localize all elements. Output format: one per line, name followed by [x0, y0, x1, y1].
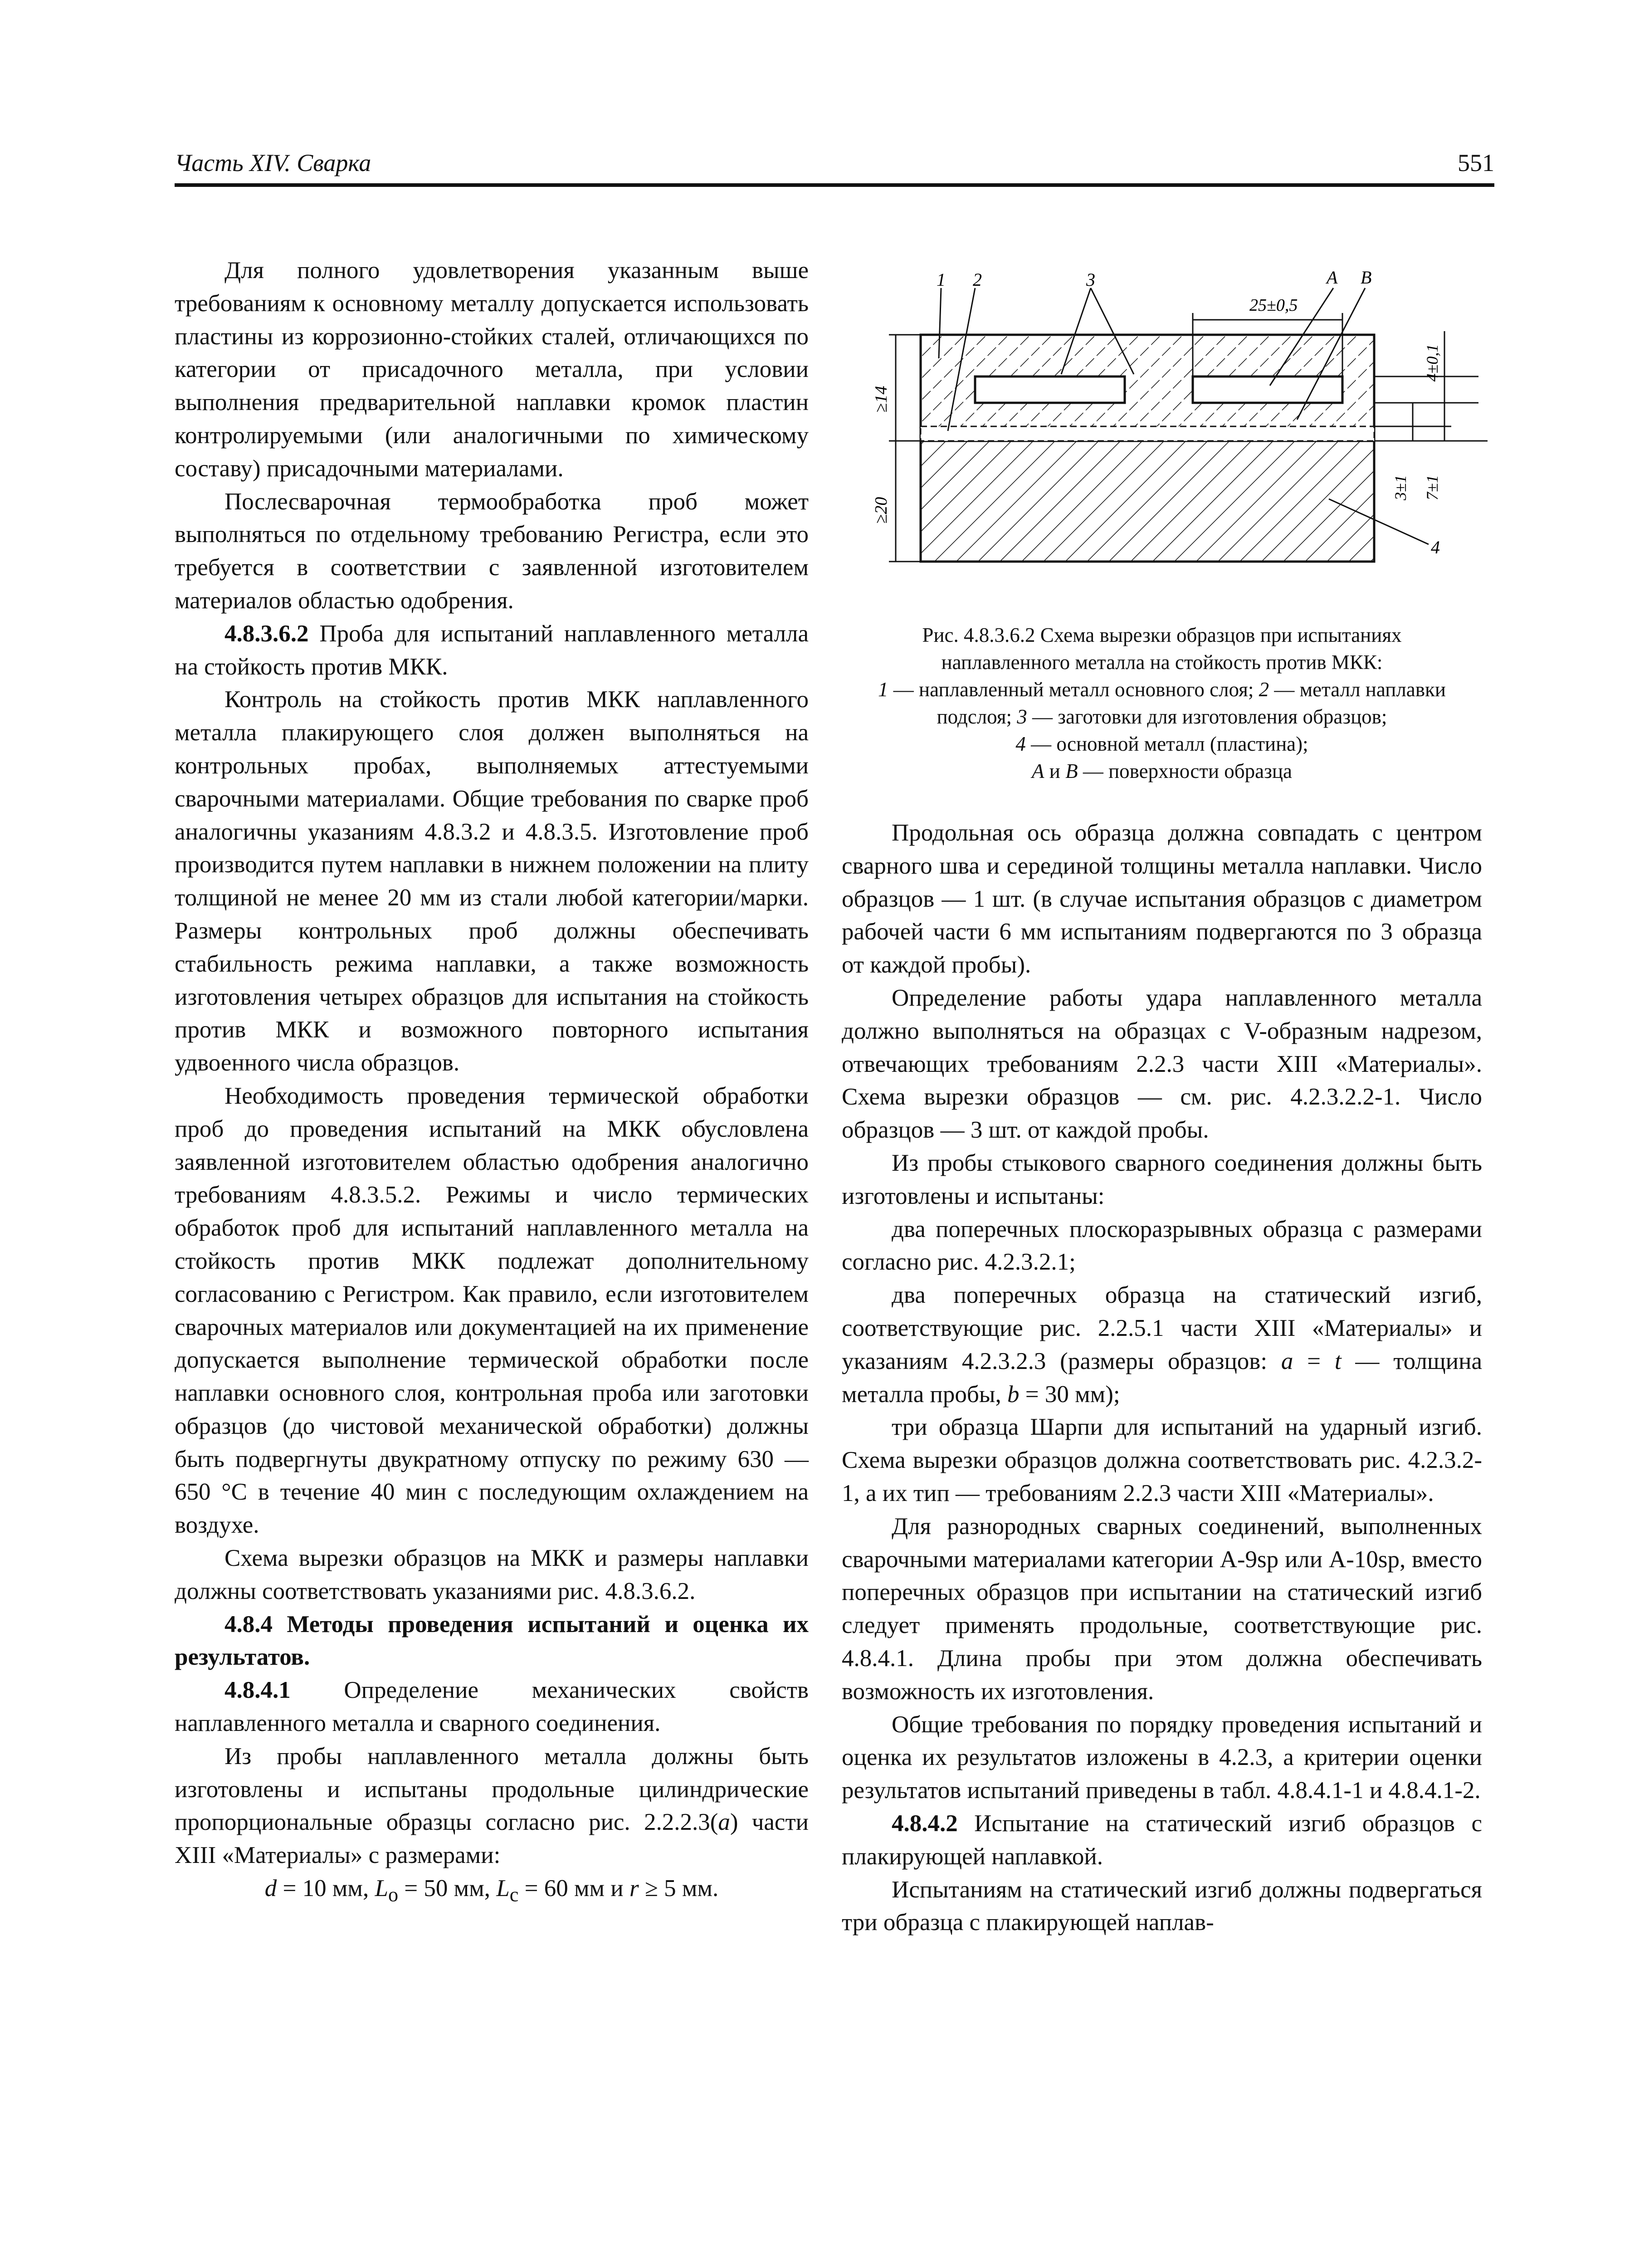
page-number: 551: [1458, 149, 1494, 176]
section-title: Часть XIV. Сварка: [175, 149, 371, 176]
paragraph: Контроль на стойкость против МКК наплавленного металла плакирующего слоя должен выполняться на контрольных пробах, выполняемых аттестуемыми сварочными материалами. Общие требования по сварке проб аналогичны указаниям 4.8.3.2 и 4.8.3.5. Изготовление проб производится путем наплавки в нижнем положении на плиту толщиной не менее 20 мм из стали любой категории/марки. Размеры контрольных проб должны обеспечивать стабильность режима наплавки, а также возможность изготовления четырех образцов для испытания на стойкость против МКК и возможного повторного испытания удвоенного числа образцов.: [175, 686, 809, 1076]
paragraph: три образца Шарпи для испытаний на ударный изгиб. Схема вырезки образцов должна соответствовать рис. 4.2.3.2-1, а их тип — требованиям 2.2.3 части XIII «Материалы».: [842, 1414, 1482, 1506]
clause-number: 4.8.4.1: [224, 1677, 291, 1704]
dim-7-label: 7±1: [1423, 475, 1441, 500]
figure-caption: Рис. 4.8.3.6.2 Схема вырезки образцов при испытаниях наплавленного металла на стойкость против МКК: 1 — наплавленный металл основного слоя; 2 — металл наплавки подслоя; 3 — заготовки для изготовления образцов; 4 — основной металл (пластина); A и B — поверхности образца: [878, 624, 1446, 782]
label-2: 2: [973, 269, 982, 290]
paragraph: 4.8.4.1 Определение механических свойств наплавленного металла и сварного соединения.: [175, 1677, 809, 1737]
specimen-blank: [1193, 376, 1342, 403]
paragraph: Для полного удовлетворения указанным выше требованиям к основному металлу допускается использовать пластины из коррозионно-стойких сталей, отличающихся по категории от присадочного металла, при условии выполнения предварительной наплавки кромок пластин контролируемыми (или аналогичными по химическому составу) присадочными материалами.: [175, 257, 809, 482]
paragraph: Определение работы удара наплавленного металла должно выполняться на образцах с V-образным надрезом, отвечающих требованиям 2.2.3 части XIII «Материалы». Схема вырезки образцов — см. рис. 4.2.3.2.2-1. Число образцов — 3 шт. от каждой пробы.: [842, 984, 1482, 1144]
dim-4-label: 4±0,1: [1423, 344, 1441, 382]
paragraph: Схема вырезки образцов на МКК и размеры наплавки должны соответствовать указаниями рис. 4.8.3.6.2.: [175, 1545, 809, 1604]
paragraph: Необходимость проведения термической обработки проб до проведения испытаний на МКК обусловлена заявленной изготовителем областью одобрения аналогично требованиям 4.8.3.5.2. Режимы и число термических обработок проб для испытаний наплавленного металла на стойкость против МКК подлежат дополнительному согласованию с Регистром. Как правило, если изготовителем сварочных материалов или документацией на их применение допускается выполнение термической обработки после наплавки основного слоя, контрольная проба или заготовки образцов (до чистовой механической обработки) должны быть подвергнуты двукратному отпуску по режиму 630 — 650 °С в течение 40 мин с последующим охлаждением на воздухе.: [175, 1082, 809, 1539]
section-heading: 4.8.4 Методы проведения испытаний и оценка их результатов.: [175, 1611, 809, 1671]
label-3: 3: [1086, 269, 1095, 290]
paragraph: Из пробы наплавленного металла должны быть изготовлены и испытаны продольные цилиндрические пропорциональные образцы согласно рис. 2.2.2.3(а) части XIII «Материалы» с размерами:: [175, 1743, 809, 1869]
dim-14-label: ≥14: [872, 386, 891, 413]
paragraph: Для разнородных сварных соединений, выполненных сварочными материалами категории А-9sp или А-10sp, вместо поперечных образцов при испытании на статический изгиб следует применять продольные, соответствующие рис. 4.8.4.1. Длина пробы при этом должна обеспечивать возможность их изготовления.: [842, 1513, 1482, 1705]
specimen-blank: [975, 376, 1125, 403]
dim-3-label: 3±1: [1391, 475, 1410, 500]
left-column: [175, 254, 809, 1911]
paragraph: Испытаниям на статический изгиб должны подвергаться три образца с плакирующей наплав-: [842, 1876, 1482, 1936]
right-column: [842, 816, 1482, 1939]
label-1: 1: [937, 269, 946, 290]
clause-number: 4.8.3.6.2: [224, 620, 309, 647]
paragraph: два поперечных образца на статический изгиб, соответствующие рис. 2.2.5.1 части XIII «Материалы» и указаниям 4.2.3.2.3 (размеры образцов: a = t — толщина металла пробы, b = 30 мм);: [842, 1282, 1482, 1408]
label-a: A: [1327, 267, 1338, 288]
paragraph: Из пробы стыкового сварного соединения должны быть изготовлены и испытаны:: [842, 1149, 1482, 1209]
running-header: [175, 144, 1494, 187]
sublayer: [921, 426, 1374, 441]
paragraph: два поперечных плоскоразрывных образца с размерами согласно рис. 4.2.3.2.1;: [842, 1216, 1482, 1276]
paragraph: Общие требования по порядку проведения испытаний и оценка их результатов изложены в 4.2.3, а критерии оценки результатов испытаний приведены в табл. 4.8.4.1-1 и 4.8.4.1-2.: [842, 1711, 1482, 1804]
dim-25-label: 25±0,5: [1249, 296, 1298, 315]
figure-diagram: [862, 263, 1497, 590]
paragraph: Послесварочная термообработка проб может выполняться по отдельному требованию Регистра, если это требуется в соответствии с заявленной изготовителем материалов областью одобрения.: [175, 488, 809, 614]
paragraph: Продольная ось образца должна совпадать с центром сварного шва и серединой толщины металла наплавки. Число образцов — 1 шт. (в случае испытания образцов с диаметром рабочей части 6 мм испытаниям подвергаются по 3 образца от каждой пробы).: [842, 820, 1482, 978]
dim-20-label: ≥20: [872, 497, 891, 524]
paragraph: 4.8.3.6.2 Проба для испытаний наплавленного металла на стойкость против МКК.: [175, 620, 809, 680]
base-plate: [921, 441, 1374, 562]
formula: d = 10 мм, $L_о = 50$ мм, $L_с = 60$ мм и r ≥ 5 мм.: [264, 1875, 719, 1906]
label-b: B: [1361, 267, 1372, 288]
label-4: 4: [1431, 537, 1440, 557]
paragraph: 4.8.4.2 Испытание на статический изгиб образцов с плакирующей наплавкой.: [842, 1810, 1482, 1870]
clause-number: 4.8.4.2: [892, 1810, 958, 1837]
